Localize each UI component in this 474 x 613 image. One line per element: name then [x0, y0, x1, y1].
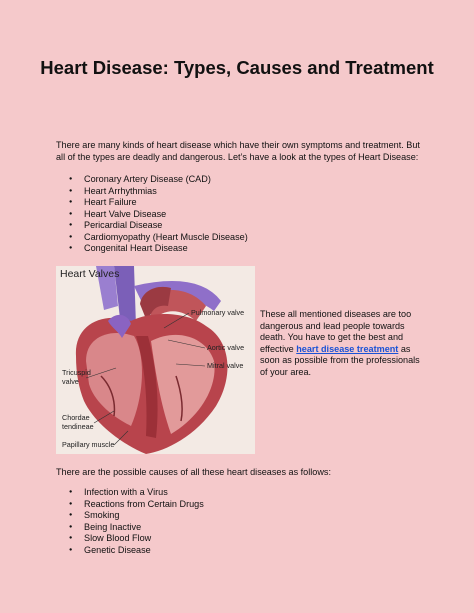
list-item: ● Being Inactive	[56, 522, 204, 534]
list-item: ● Genetic Disease	[56, 545, 204, 557]
list-item: ● Pericardial Disease	[56, 220, 248, 232]
papillary-muscle-label: Papillary muscle	[62, 440, 115, 449]
intro-paragraph: There are many kinds of heart disease which have their own symptoms and treatment. But all of the types are deadly and dangerous. Let’s have a look at the types of Heart Disease:	[56, 140, 420, 162]
heart-valves-figure	[56, 266, 255, 454]
list-item: ● Heart Failure	[56, 197, 248, 209]
aortic-valve-label: Aortic valve	[207, 343, 245, 352]
list-item: ● Heart Valve Disease	[56, 209, 248, 221]
treatment-text-before: These all mentioned diseases are too dangerous and lead people towards death. You have to get the best and effective	[260, 309, 412, 354]
types-list	[56, 174, 248, 255]
page-title: Heart Disease: Types, Causes and Treatment	[40, 57, 434, 78]
causes-intro-paragraph: There are the possible causes of all these heart diseases as follows:	[56, 467, 331, 477]
causes-list	[56, 487, 204, 556]
list-item: ● Smoking	[56, 510, 204, 522]
list-item: ● Slow Blood Flow	[56, 533, 204, 545]
list-item: ● Infection with a Virus	[56, 487, 204, 499]
figure-title: Heart Valves	[60, 268, 120, 280]
heart-illustration	[56, 266, 255, 454]
pulmonary-valve-label: Pulmonary valve	[191, 308, 245, 317]
treatment-text-after: as soon as possible from the professionals of your area.	[260, 343, 420, 377]
list-item: ● Heart Arrhythmias	[56, 186, 248, 198]
chordae-tendineae-label: Chordae	[62, 413, 90, 422]
tricuspid-valve-label: Tricuspid	[62, 368, 91, 377]
list-item: ● Reactions from Certain Drugs	[56, 499, 204, 511]
list-item: ● Congenital Heart Disease	[56, 243, 248, 255]
tricuspid-valve-label-line2: valve	[62, 377, 79, 386]
heart-disease-treatment-link[interactable]: heart disease treatment	[296, 343, 399, 354]
list-item: ● Cardiomyopathy (Heart Muscle Disease)	[56, 232, 248, 244]
list-item: ● Coronary Artery Disease (CAD)	[56, 174, 248, 186]
treatment-paragraph	[260, 309, 420, 379]
mitral-valve-label: Mitral valve	[207, 361, 244, 370]
chordae-tendineae-label-line2: tendineae	[62, 422, 94, 431]
